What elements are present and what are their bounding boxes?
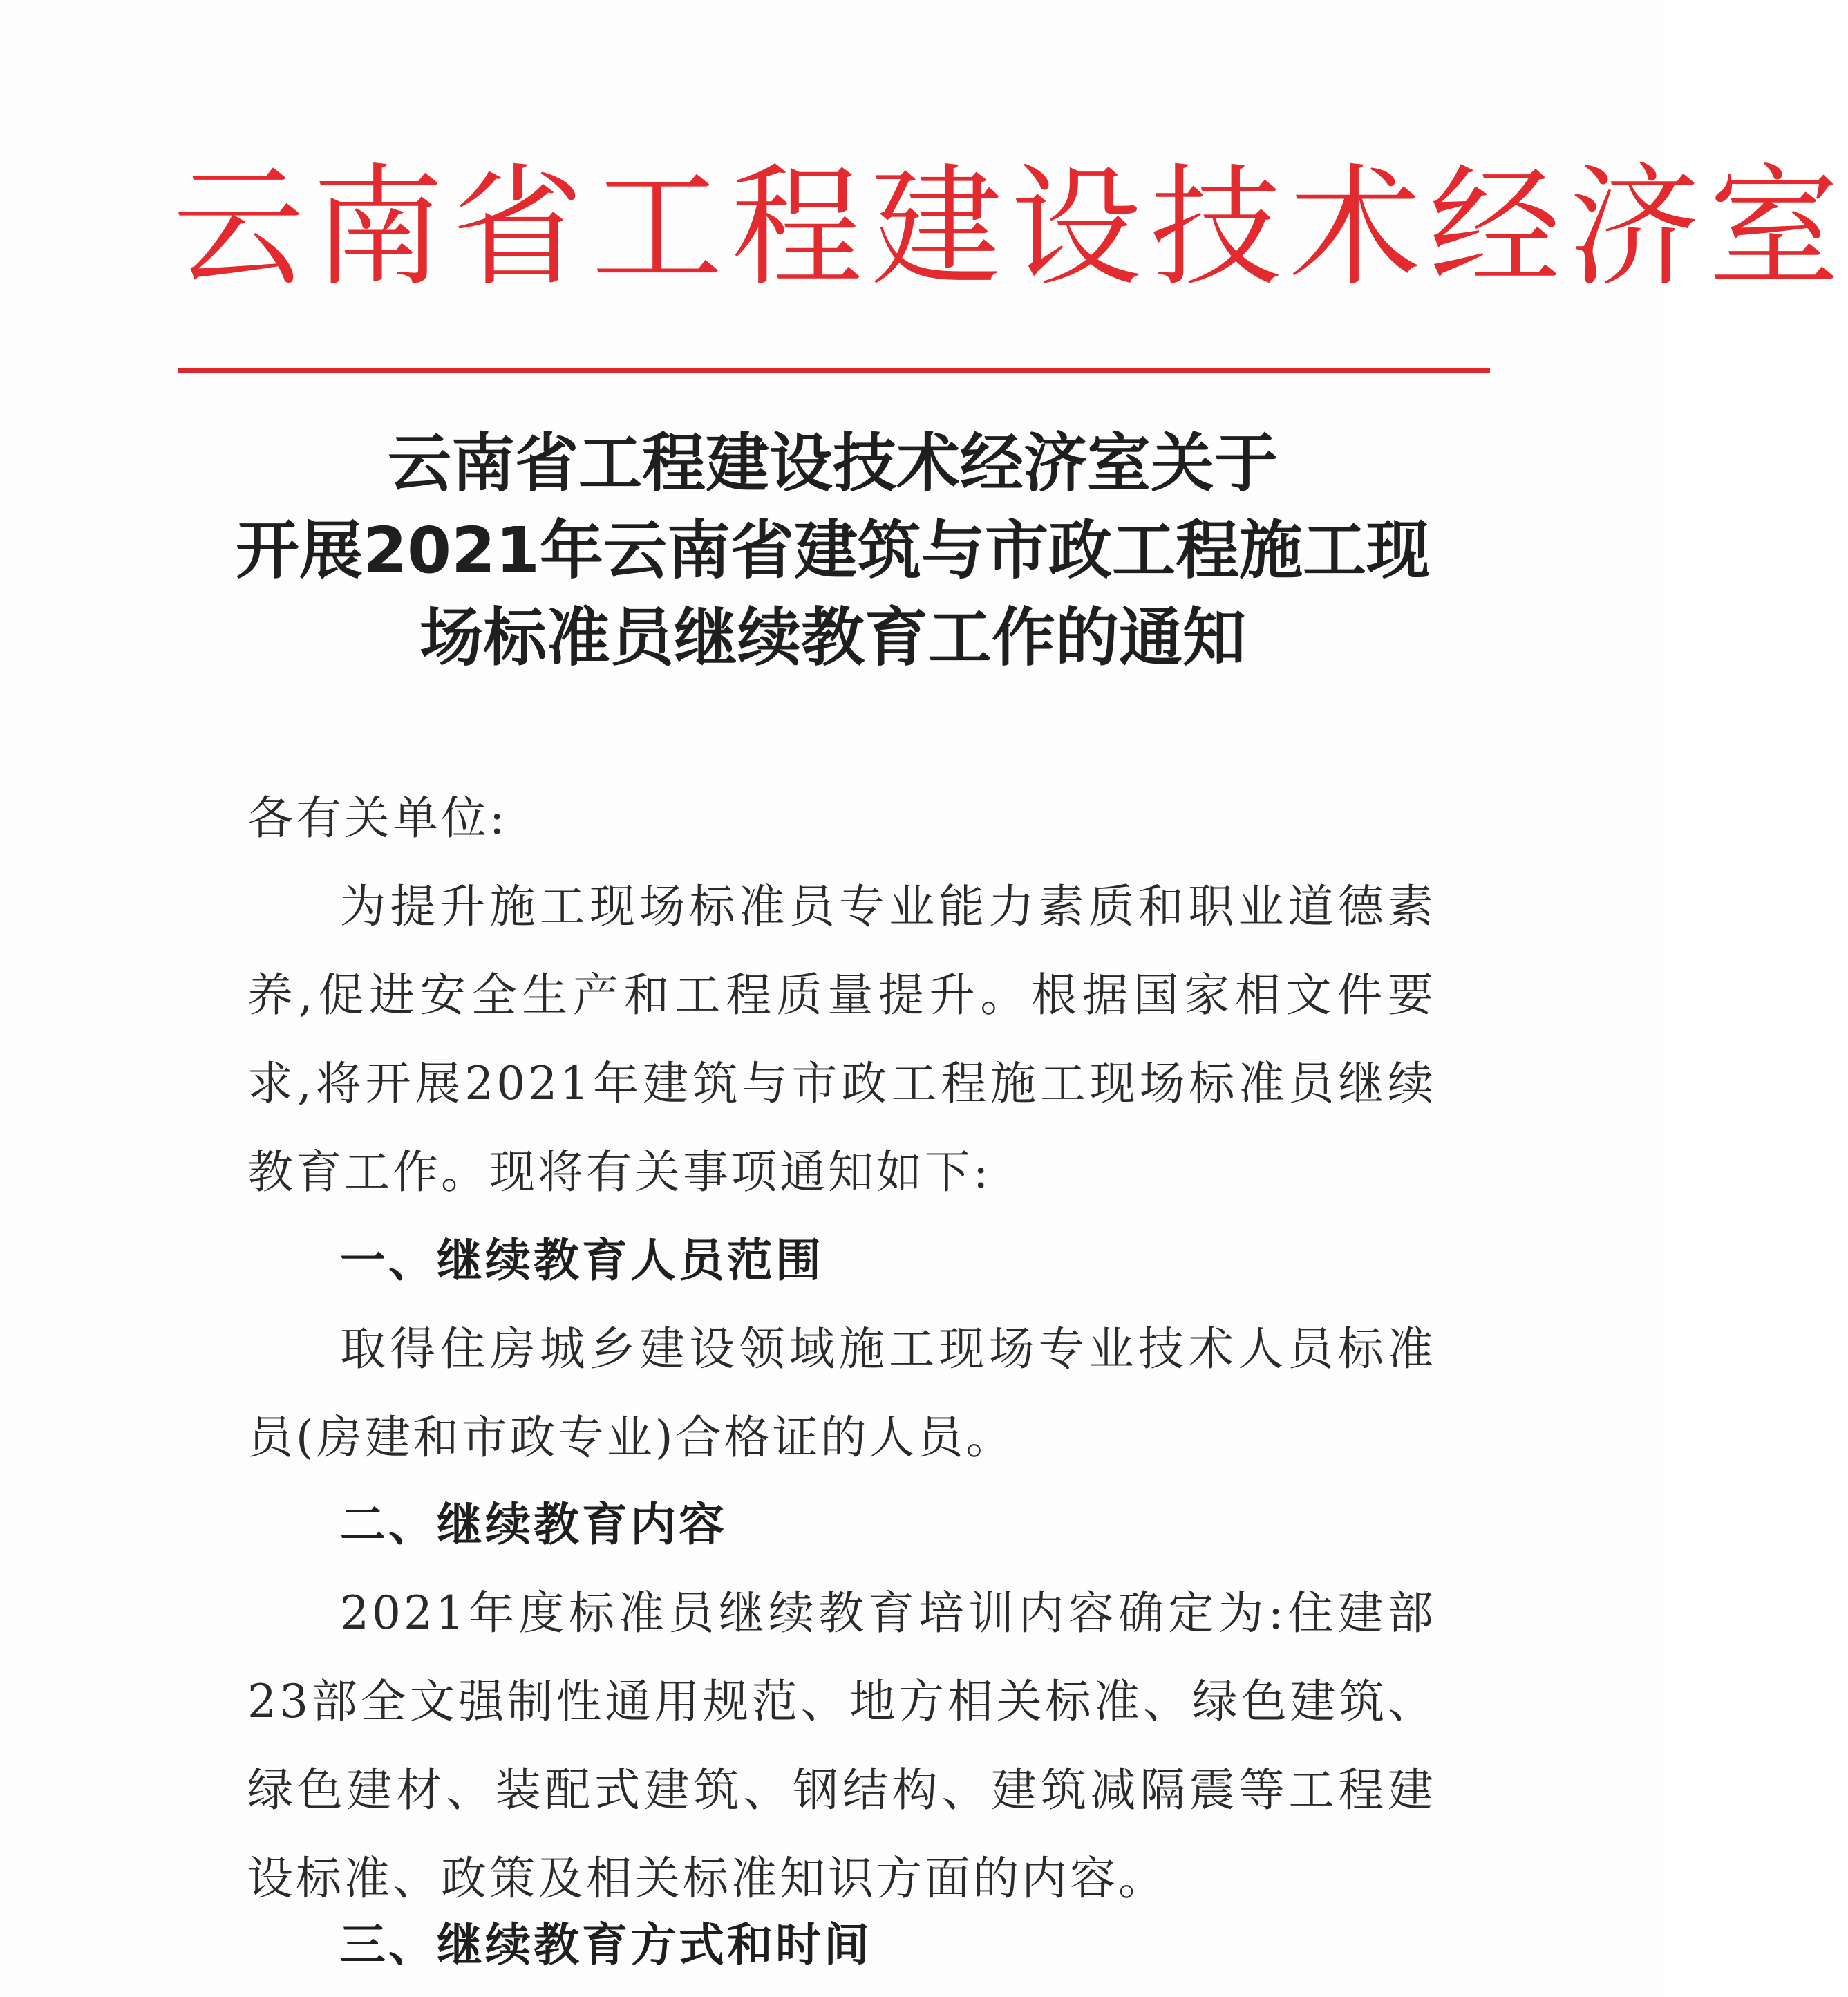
title-line-3: 场标准员继续教育工作的通知 <box>419 601 1246 675</box>
title-line-2: 开展2021年云南省建筑与市政工程施工现 <box>235 514 1431 588</box>
document-title <box>207 420 1458 682</box>
salutation: 各有关单位: <box>247 791 508 845</box>
section-3-heading-text: 三、继续教育方式和时间 <box>340 1918 872 1971</box>
section-1-heading <box>340 1217 824 1305</box>
letterhead-divider <box>178 368 1490 373</box>
section-3-heading <box>340 1901 872 1989</box>
section-1-heading-text: 一、继续教育人员范围 <box>340 1234 824 1287</box>
section-2-heading-text: 二、继续教育内容 <box>340 1498 727 1551</box>
intro-paragraph: 为提升施工现场标准员专业能力素质和职业道德素养,促进安全生产和工程质量提升。根据国家相文件要求,将开展2021年建筑与市政工程施工现场标准员继续教育工作。现将有关事项通知如下: <box>247 880 1436 1199</box>
org-letterhead: 云南省工程建设技术经济室 <box>173 151 1848 304</box>
section-2-heading <box>340 1481 727 1569</box>
title-line-1: 云南省工程建设技术经济室关于 <box>387 426 1278 500</box>
section-1-paragraph: 取得住房城乡建设领域施工现场专业技术人员标准员(房建和市政专业)合格证的人员。 <box>247 1322 1436 1464</box>
section-2-paragraph: 2021年度标准员继续教育培训内容确定为:住建部23部全文强制性通用规范、地方相关标准、绿色建筑、绿色建材、装配式建筑、钢结构、建筑减隔震等工程建设标准、政策及相关标准知识方面的内容。 <box>247 1586 1436 1905</box>
